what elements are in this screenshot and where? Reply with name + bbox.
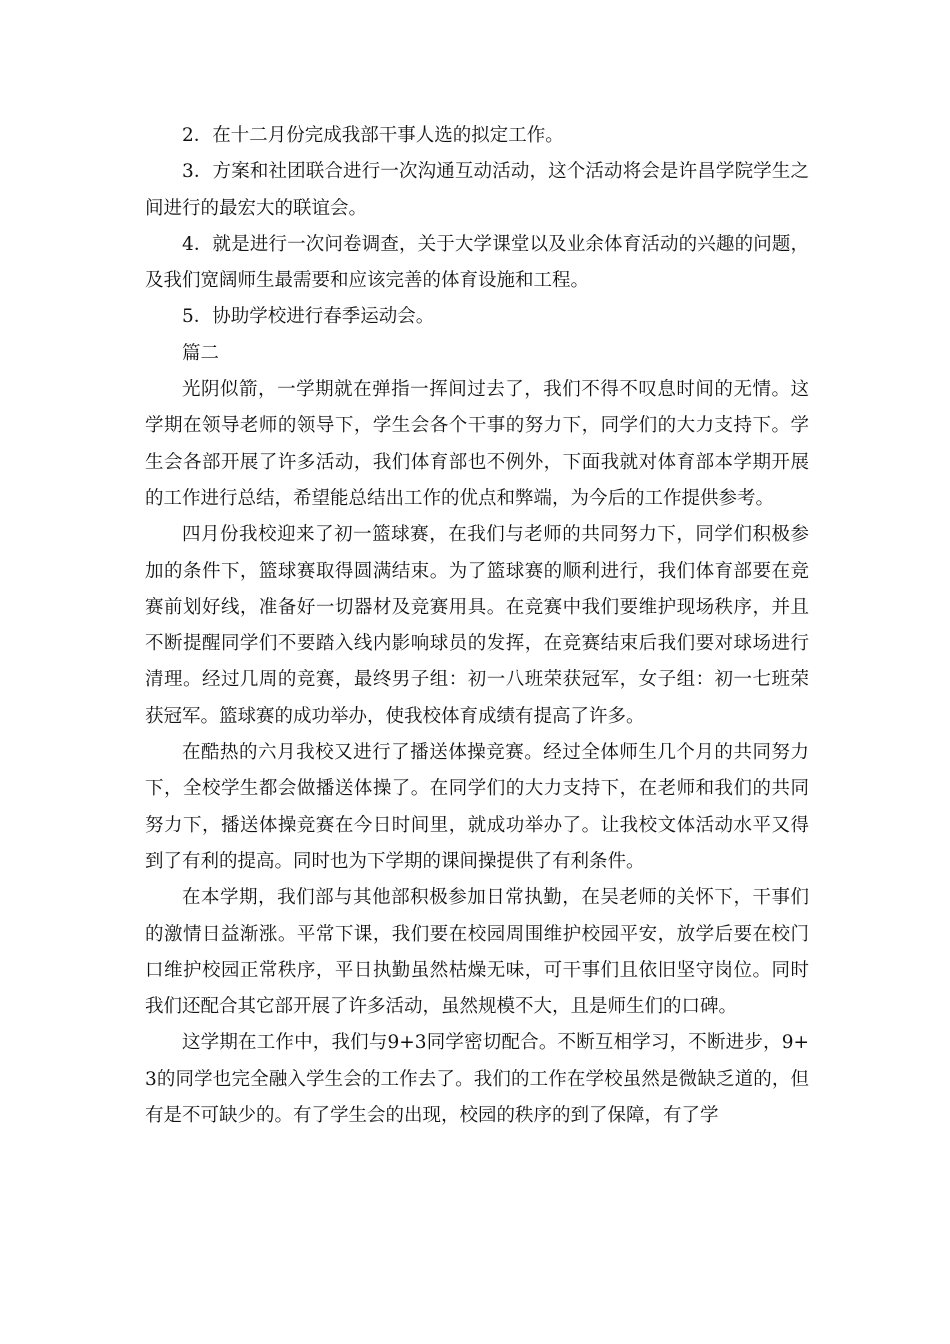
- document-body: [145, 118, 809, 1134]
- paragraph-basketball: 四月份我校迎来了初一篮球赛，在我们与老师的共同努力下，同学们积极参加的条件下，篮球赛取得圆满结束。为了篮球赛的顺利进行，我们体育部要在竞赛前划好线，准备好一切器材及竞赛用具。在竞赛中我们要维护现场秩序，并且不断提醒同学们不要踏入线内影响球员的发挥，在竞赛结束后我们要对球场进行清理。经过几周的竞赛，最终男子组：初一八班荣获冠军，女子组：初一七班荣获冠军。篮球赛的成功举办，使我校体育成绩有提高了许多。: [145, 524, 809, 727]
- paragraph-item-3: 3．方案和社团联合进行一次沟通互动活动，这个活动将会是许昌学院学生之间进行的最宏大的联谊会。: [145, 161, 809, 219]
- paragraph-intro: 光阴似箭，一学期就在弹指一挥间过去了，我们不得不叹息时间的无情。这学期在领导老师的领导下，学生会各个干事的努力下，同学们的大力支持下。学生会各部开展了许多活动，我们体育部也不例外，下面我就对体育部本学期开展的工作进行总结，希望能总结出工作的优点和弊端，为今后的工作提供参考。: [145, 379, 809, 509]
- paragraph-duty: 在本学期，我们部与其他部积极参加日常执勤，在吴老师的关怀下，干事们的激情日益渐涨。平常下课，我们要在校园周围维护校园平安，放学后要在校门口维护校园正常秩序，平日执勤虽然枯燥无味，可干事们且依旧坚守岗位。同时我们还配合其它部开展了许多活动，虽然规模不大，且是师生们的口碑。: [145, 887, 809, 1018]
- paragraph-item-2: 2．在十二月份完成我部干事人选的拟定工作。: [182, 125, 564, 146]
- paragraph-cooperation: 这学期在工作中，我们与9+3同学密切配合。不断互相学习，不断进步，9+3的同学也完全融入学生会的工作去了。我们的工作在学校虽然是微缺乏道的，但有是不可缺少的。有了学生会的出现，校园的秩序的到了保障，有了学: [145, 1032, 809, 1127]
- paragraph-gymnastics: 在酷热的六月我校又进行了播送体操竞赛。经过全体师生几个月的共同努力下，全校学生都会做播送体操了。在同学们的大力支持下，在老师和我们的共同努力下，播送体操竞赛在今日时间里，就成功举办了。让我校文体活动水平又得到了有利的提高。同时也为下学期的课间操提供了有利条件。: [145, 742, 809, 872]
- paragraph-item-5: 5．协助学校进行春季运动会。: [182, 306, 435, 328]
- paragraph-item-4: 4．就是进行一次问卷调查，关于大学课堂以及业余体育活动的兴趣的问题，及我们宽阔师生最需要和应该完善的体育设施和工程。: [145, 233, 809, 292]
- section-heading: 篇二: [182, 342, 220, 364]
